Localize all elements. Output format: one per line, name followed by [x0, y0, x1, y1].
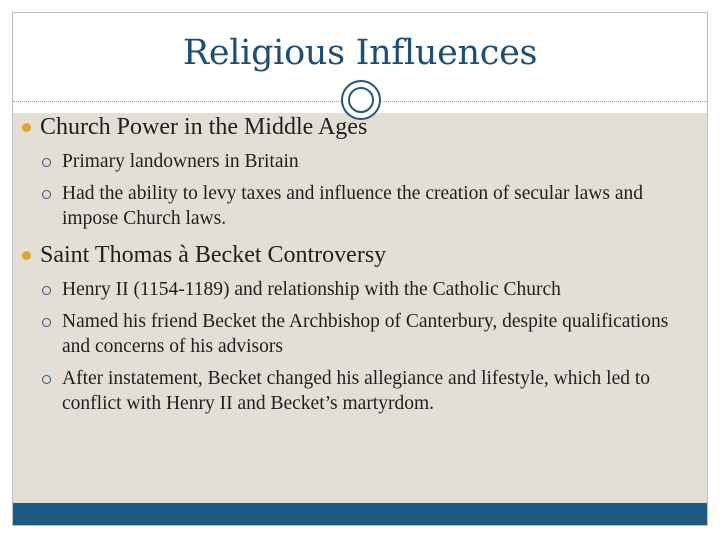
footer-bar: [13, 503, 707, 525]
section-heading: Saint Thomas à Becket Controversy: [40, 242, 387, 268]
bullet-list: [22, 113, 682, 423]
filled-circle-icon: [22, 251, 31, 260]
list-item: [22, 366, 682, 416]
slide-title: Religious Influences: [182, 33, 538, 73]
list-item: [22, 149, 682, 174]
hollow-circle-icon: [42, 375, 51, 384]
hollow-circle-icon: [42, 318, 51, 327]
list-item-text: After instatement, Becket changed his allegiance and lifestyle, which led to conflict with Henry II and Becket’s martyrdom.: [62, 368, 651, 414]
list-item-heading: [22, 241, 682, 269]
ornament-inner-ring: [348, 87, 374, 113]
section-heading: Church Power in the Middle Ages: [40, 114, 368, 140]
list-item-heading: [22, 113, 682, 141]
list-item-text: Named his friend Becket the Archbishop of Canterbury, despite qualifications and concerns of his advisors: [62, 311, 669, 357]
list-item-text: Henry II (1154-1189) and relationship with the Catholic Church: [62, 279, 561, 300]
list-item: [22, 277, 682, 302]
list-item-text: Primary landowners in Britain: [62, 151, 299, 172]
list-item: [22, 309, 682, 359]
hollow-circle-icon: [42, 286, 51, 295]
list-item: [22, 181, 682, 231]
hollow-circle-icon: [42, 158, 51, 167]
hollow-circle-icon: [42, 190, 51, 199]
list-item-text: Had the ability to levy taxes and influence the creation of secular laws and impose Church laws.: [62, 183, 643, 229]
filled-circle-icon: [22, 123, 31, 132]
